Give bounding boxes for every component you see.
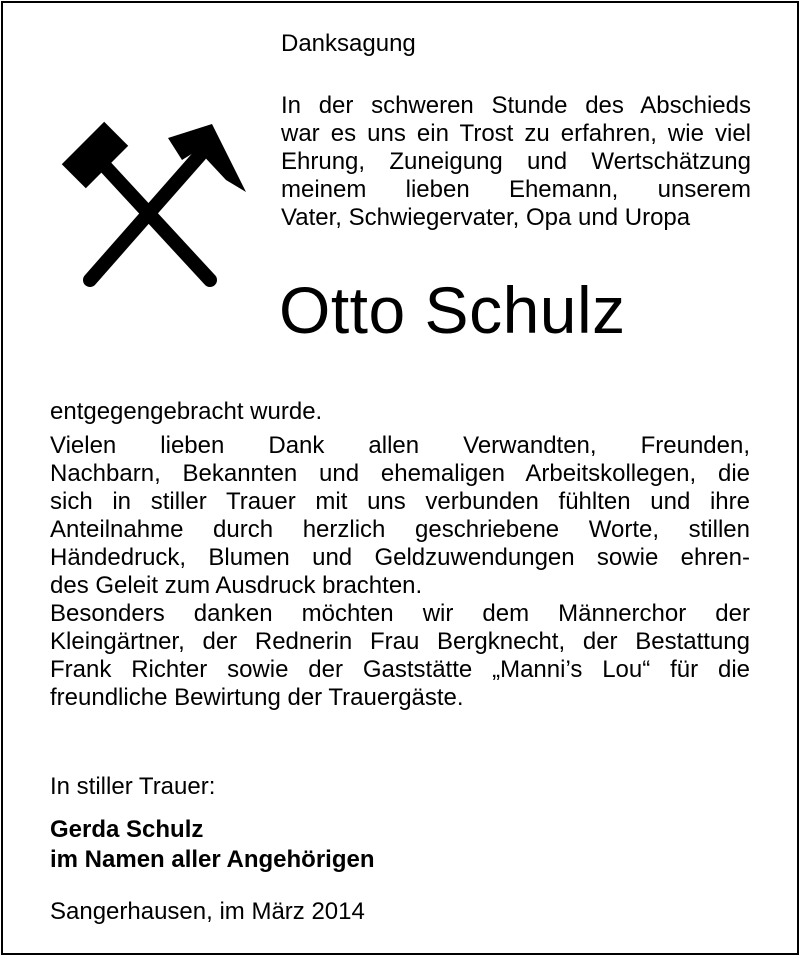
body-line: Frank Richter sowie der Gaststätte „Manni’s Lou“ für die [50,656,750,683]
mourning-label: In stiller Trauer: [50,773,216,800]
intro-line: Ehrung, Zuneigung und Wertschätzung [281,148,751,175]
signature [50,815,375,875]
intro-line: Vater, Schwiegervater, Opa und Uropa [281,204,691,231]
body-line: des Geleit zum Ausdruck brachten. [50,572,423,599]
body-line: Händedruck, Blumen und Geldzuwendungen sowie ehren- [50,544,750,571]
body-line: sich in stiller Trauer mit uns verbunden fühlten und ihre [50,488,750,515]
intro-line: meinem lieben Ehemann, unserem [281,176,751,203]
heading: Danksagung [281,30,416,57]
intro-text [281,92,751,232]
signature-on-behalf: im Namen aller Angehörigen [50,846,375,873]
body-line: Nachbarn, Bekannten und ehemaligen Arbeitskollegen, die [50,460,750,487]
body-line: Anteilnahme durch herzlich geschriebene Worte, stillen [50,516,750,543]
signature-name: Gerda Schulz [50,816,204,843]
body-line: Besonders danken möchten wir dem Männerchor der [50,600,750,627]
body-line: freundliche Bewirtung der Trauergäste. [50,684,464,711]
body-line: Vielen lieben Dank allen Verwandten, Freunden, [50,432,750,459]
place-date: Sangerhausen, im März 2014 [50,898,365,925]
body-line: entgegengebracht wurde. [50,398,323,425]
intro-line: war es uns ein Trost zu erfahren, wie viel [281,120,751,147]
deceased-name: Otto Schulz [279,273,626,347]
intro-line: In der schweren Stunde des Abschieds [281,92,751,119]
body-line: Kleingärtner, der Rednerin Frau Bergknecht, der Bestattung [50,628,750,655]
body-text [50,398,750,712]
hammer-and-pick-icon [50,110,250,290]
